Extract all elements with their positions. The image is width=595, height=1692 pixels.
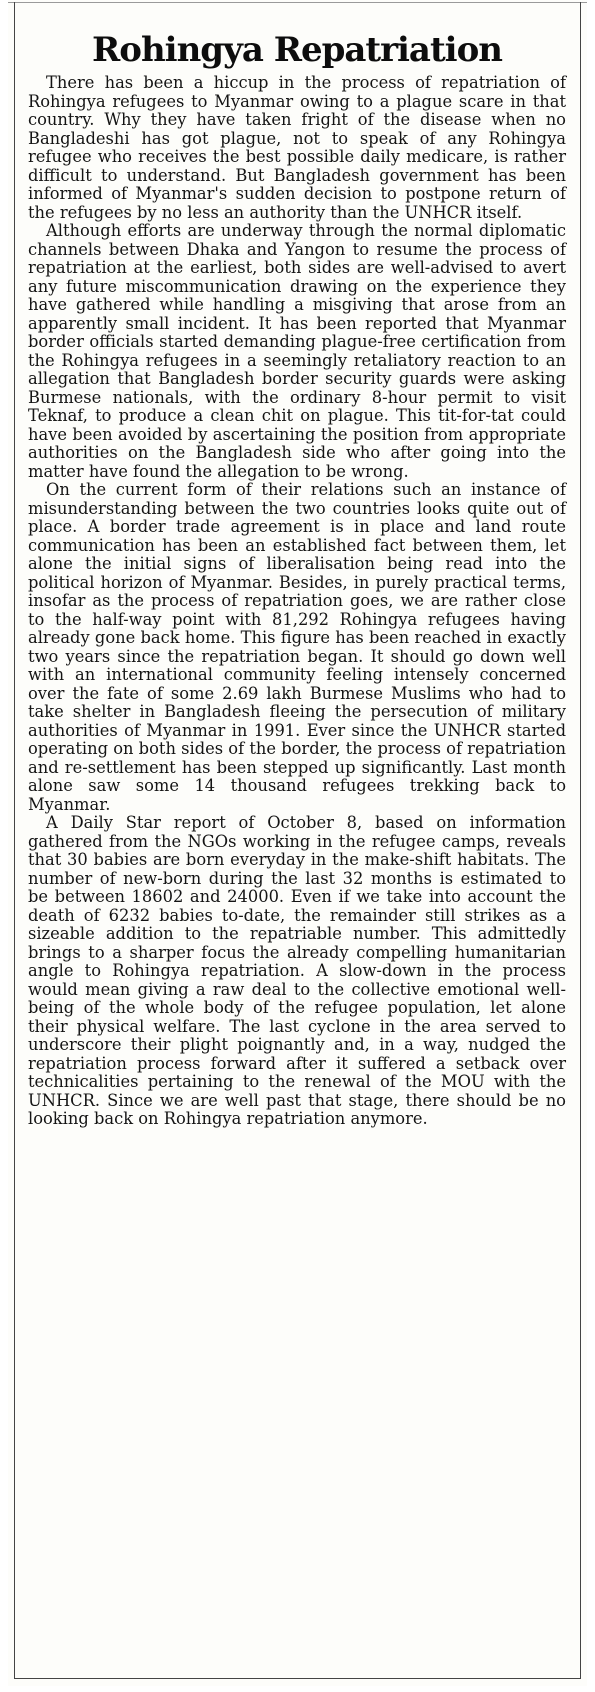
article-paragraph-3: On the current form of their relations such an instance of misunderstanding between the two countries looks quite out of place. A border trade agreement is in place and land route communication has been an established fact between them, let alone the initial signs of liberalisation being read into the political horizon of Myanmar. Besides, in purely practical terms, insofar as the process of repatriation goes, we are rather close to the half-way point with 81,292 Rohingya refugees having already gone back home. This figure has been reached in exactly two years since the repatriation began. It should go down well with an international community feeling intensely concerned over the fate of some 2.69 lakh Burmese Muslims who had to take shelter in Bangladesh fleeing the persecution of military authorities of Myanmar in 1991. Ever since the UNHCR started operating on both sides of the border, the process of repatriation and re-settlement has been stepped up significantly. Last month alone saw some 14 thousand refugees trekking back to Myanmar. <box>28 480 566 814</box>
top-rule <box>8 2 587 3</box>
article-body <box>28 74 566 1129</box>
article-paragraph-1: There has been a hiccup in the process of repatriation of Rohingya refugees to Myanmar owing to a plague scare in that country. Why they have taken fright of the disease when no Bangladeshi has got plague, not to speak of any Rohingya refugee who receives the best possible daily medicare, is rather difficult to understand. But Bangladesh government has been informed of Myanmar's sudden decision to postpone return of the refugees by no less an authority than the UNHCR itself. <box>28 73 566 222</box>
article-headline: Rohingya Repatriation <box>92 30 502 70</box>
newspaper-clipping <box>8 0 587 1686</box>
right-column-rule <box>580 2 581 1678</box>
article-paragraph-2: Although efforts are underway through the normal diplomatic channels between Dhaka and Yangon to resume the process of repatriation at the earliest, both sides are well-advised to avert any future miscommunication drawing on the experience they have gathered while handling a misgiving that arose from an apparently small incident. It has been reported that Myanmar border officials started demanding plague-free certification from the Rohingya refugees in a seemingly retaliatory reaction to an allegation that Bangladesh border security guards were asking Burmese nationals, with the ordinary 8-hour permit to visit Teknaf, to produce a clean chit on plague. This tit-for-tat could have been avoided by ascertaining the position from appropriate authorities on the Bangladesh side who after going into the matter have found the allegation to be wrong. <box>28 221 566 481</box>
left-column-rule <box>14 2 15 1678</box>
article-paragraph-4: A Daily Star report of October 8, based on information gathered from the NGOs working in the refugee camps, reveals that 30 babies are born everyday in the make-shift habitats. The number of new-born during the last 32 months is estimated to be between 18602 and 24000. Even if we take into account the death of 6232 babies to-date, the remainder still strikes as a sizeable addition to the repatriable number. This admittedly brings to a sharper focus the already compelling humanitarian angle to Rohingya repatriation. A slow-down in the process would mean giving a raw deal to the collective emotional well-being of the whole body of the refugee population, let alone their physical welfare. The last cyclone in the area served to underscore their plight poignantly and, in a way, nudged the repatriation process forward after it suffered a setback over technicalities pertaining to the renewal of the MOU with the UNHCR. Since we are well past that stage, there should be no looking back on Rohingya repatriation anymore. <box>28 813 566 1128</box>
editorial-column <box>28 28 566 1129</box>
bottom-rule <box>14 1678 581 1679</box>
